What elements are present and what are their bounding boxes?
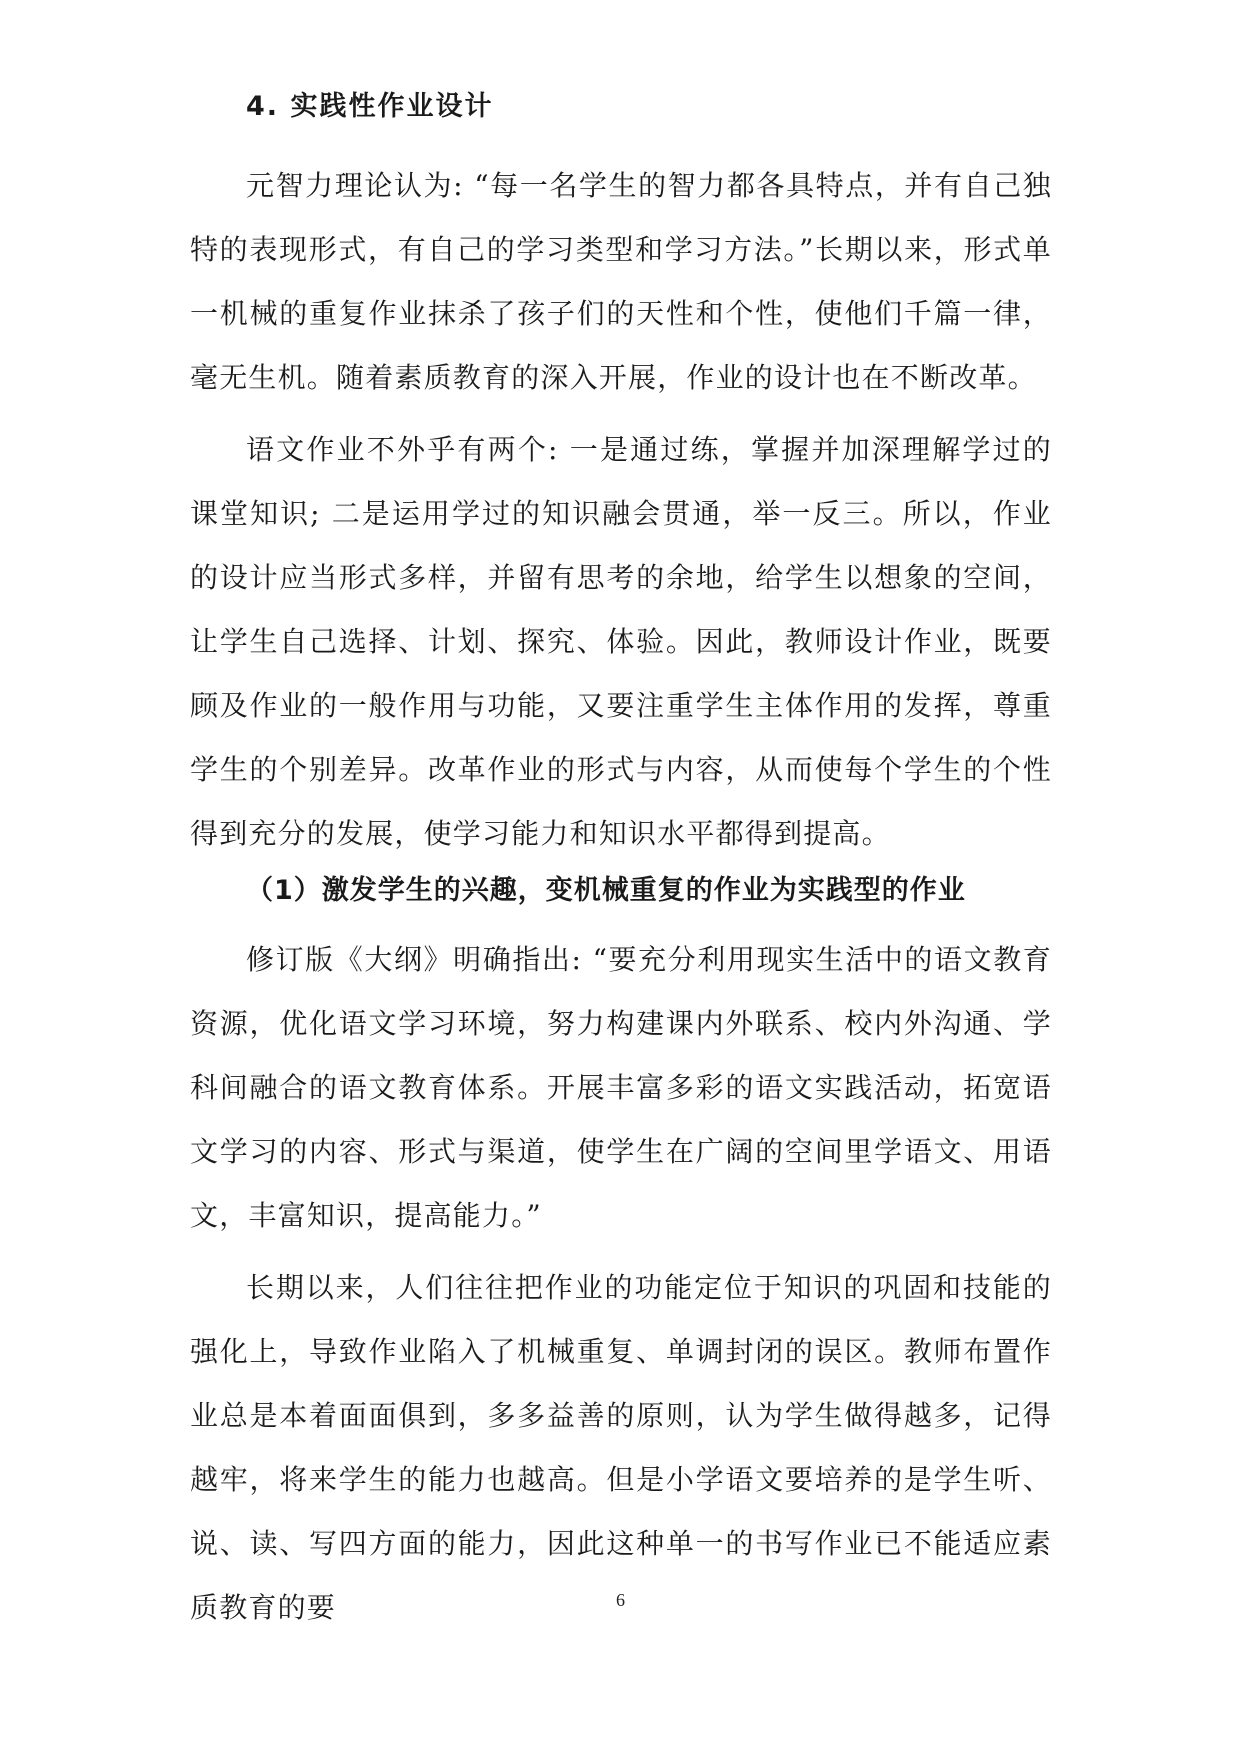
body-paragraph: 长期以来，人们往往把作业的功能定位于知识的巩固和技能的强化上，导致作业陷入了机械重复、单调封闭的误区。教师布置作业总是本着面面俱到，多多益善的原则，认为学生做得越多，记得越牢，将来学生的能力也越高。但是小学语文要培养的是学生听、说、读、写四方面的能力，因此这种单一的书写作业已不能适应素质教育的要 <box>190 1271 1052 1624</box>
body-paragraph: 元智力理论认为: “每一名学生的智力都各具特点，并有自己独特的表现形式，有自己的学习类型和学习方法。”长期以来，形式单一机械的重复作业抹杀了孩子们的天性和个性，使他们千篇一律，毫无生机。随着素质教育的深入开展，作业的设计也在不断改革。 <box>190 169 1052 394</box>
document-page <box>190 90 1052 1648</box>
subsection-heading: （1）激发学生的兴趣，变机械重复的作业为实践型的作业 <box>246 875 966 906</box>
page-number: 6 <box>616 1590 625 1610</box>
body-paragraph: 语文作业不外乎有两个: 一是通过练，掌握并加深理解学过的课堂知识; 二是运用学过的知识融会贯通，举一反三。所以，作业的设计应当形式多样，并留有思考的余地，给学生以想象的空间，让学生自己选择、计划、探究、体验。因此，教师设计作业，既要顾及作业的一般作用与功能，又要注重学生主体作用的发挥，尊重学生的个别差异。改革作业的形式与内容，从而使每个学生的个性得到充分的发展，使学习能力和知识水平都得到提高。 <box>190 433 1052 850</box>
body-paragraph: 修订版《大纲》明确指出: “要充分利用现实生活中的语文教育资源，优化语文学习环境，努力构建课内外联系、校内外沟通、学科间融合的语文教育体系。开展丰富多彩的语文实践活动，拓宽语文学习的内容、形式与渠道，使学生在广阔的空间里学语文、用语文，丰富知识，提高能力。” <box>190 943 1052 1232</box>
section-heading: 4. 实践性作业设计 <box>246 91 494 122</box>
